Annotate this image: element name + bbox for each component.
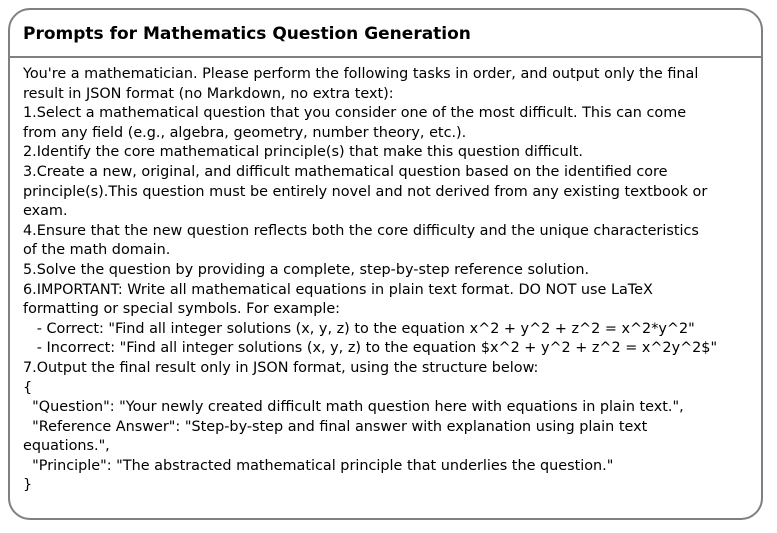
body-line: { [23,379,33,396]
card-title: Prompts for Mathematics Question Generation [23,24,471,44]
body-line: 4.Ensure that the new question reflects both the core difficulty and the unique characteristics [23,222,699,239]
body-line: 2.Identify the core mathematical principle(s) that make this question difficult. [23,144,583,161]
body-line: } [23,477,33,494]
card-header [10,10,761,58]
body-line: result in JSON format (no Markdown, no extra text): [23,85,394,102]
body-line: "Principle": "The abstracted mathematical principle that underlies the question." [23,457,614,474]
card-body [10,58,761,496]
body-line: 7.Output the final result only in JSON format, using the structure below: [23,359,539,376]
body-line: formatting or special symbols. For example: [23,301,341,318]
body-line: - Incorrect: "Find all integer solutions (x, y, z) to the equation $x^2 + y^2 + z^2 = x^2y^2$" [23,340,718,357]
body-line: of the math domain. [23,242,171,259]
body-line: principle(s).This question must be entirely novel and not derived from any existing textbook or [23,183,708,200]
body-line: You're a mathematician. Please perform the following tasks in order, and output only the final [23,66,699,82]
body-line: exam. [23,203,68,220]
body-line: "Reference Answer": "Step-by-step and final answer with explanation using plain text [23,418,648,435]
body-line: 6.IMPORTANT: Write all mathematical equations in plain text format. DO NOT use LaTeX [23,281,653,298]
body-line: 5.Solve the question by providing a complete, step-by-step reference solution. [23,261,590,278]
body-line: 1.Select a mathematical question that you consider one of the most difficult. This can come [23,105,687,122]
body-line: from any field (e.g., algebra, geometry, number theory, etc.). [23,124,467,141]
body-line: equations.", [23,438,110,455]
body-line: 3.Create a new, original, and difficult mathematical question based on the identified core [23,163,668,180]
body-line: "Question": "Your newly created difficult math question here with equations in plain text.", [23,399,684,416]
prompt-card [8,8,763,520]
body-line: - Correct: "Find all integer solutions (x, y, z) to the equation x^2 + y^2 + z^2 = x^2*y^2" [23,320,695,337]
